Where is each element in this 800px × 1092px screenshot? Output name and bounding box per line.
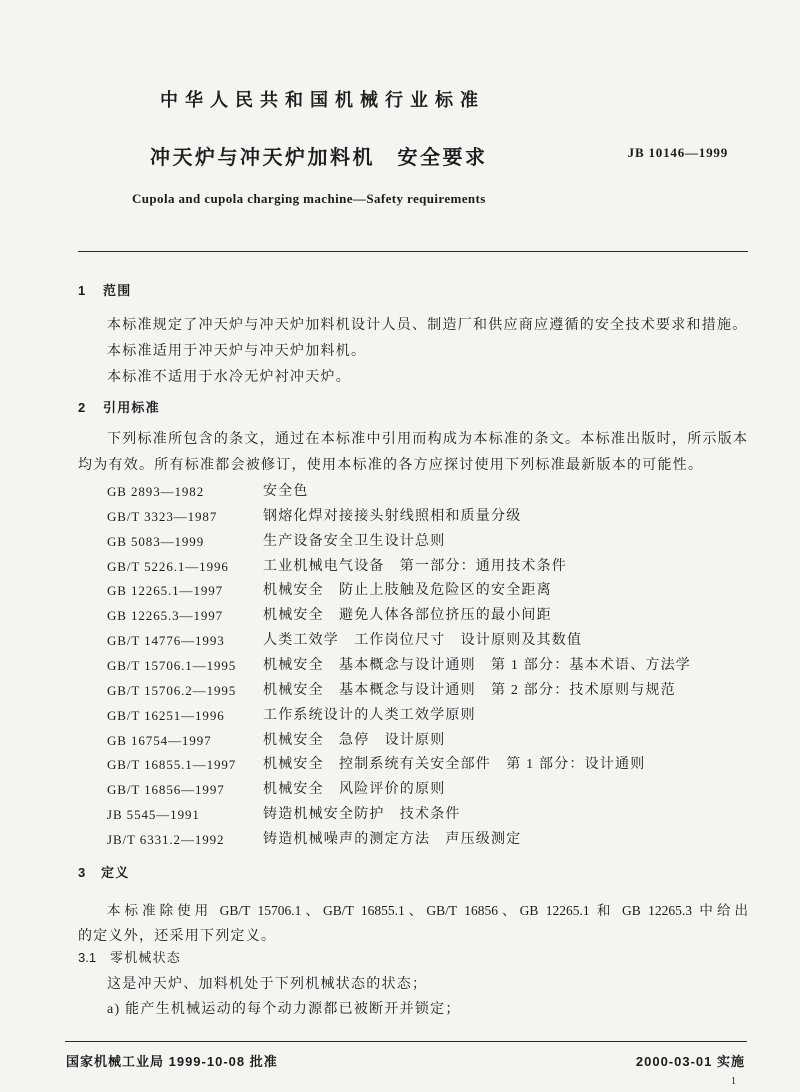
reference-code: GB/T 16855.1—1997	[107, 757, 237, 773]
page-number: 1	[731, 1076, 736, 1087]
section-1-paragraph: 本标准适用于冲天炉与冲天炉加料机。	[107, 344, 367, 359]
reference-item	[107, 753, 747, 778]
section-1-paragraph: 本标准规定了冲天炉与冲天炉加料机设计人员、制造厂和供应商应遵循的安全技术要求和措施。	[107, 318, 748, 333]
reference-title: 人类工效学 工作岗位尺寸 设计原则及其数值	[263, 633, 583, 649]
section-3-intro-line: 本标准除使用 GB/T 15706.1、GB/T 16855.1、GB/T 16856、GB 12265.1 和 GB 12265.3 中给出	[107, 903, 748, 918]
section-3-intro-line: 的定义外，还采用下列定义。	[78, 929, 277, 944]
reference-title: 机械安全 防止上肢触及危险区的安全距离	[263, 583, 552, 599]
effective-date: 2000-03-01 实施	[635, 1054, 745, 1069]
reference-item	[107, 803, 747, 828]
reference-item	[107, 505, 747, 530]
title-divider	[78, 251, 748, 252]
reference-title: 机械安全 急停 设计原则	[263, 732, 446, 748]
reference-title: 工作系统设计的人类工效学原则	[263, 707, 476, 723]
reference-code: GB 5083—1999	[107, 533, 205, 549]
reference-code: JB/T 6331.2—1992	[107, 832, 225, 848]
reference-code: GB/T 3323—1987	[107, 508, 218, 524]
section-2-intro-line: 均为有效。所有标准都会被修订，使用本标准的各方应探讨使用下列标准最新版本的可能性。	[78, 458, 704, 473]
reference-code: JB 5545—1991	[107, 807, 200, 823]
reference-title: 机械安全 风险评价的原则	[263, 782, 446, 798]
standard-number: JB 10146—1999	[627, 145, 728, 160]
reference-item	[107, 704, 747, 729]
reference-list	[107, 480, 747, 853]
reference-code: GB/T 14776—1993	[107, 633, 225, 649]
approval-info: 国家机械工业局 1999-10-08 批准	[66, 1054, 278, 1069]
clause-3-1-heading: 零机械状态	[110, 950, 182, 965]
reference-code: GB 12265.3—1997	[107, 608, 224, 624]
reference-title: 机械安全 基本概念与设计通则 第 1 部分：基本术语、方法学	[263, 658, 691, 674]
reference-title: 生产设备安全卫生设计总则	[263, 533, 446, 549]
reference-item	[107, 579, 747, 604]
reference-item	[107, 828, 747, 853]
section-2-intro-line: 下列标准所包含的条文，通过在本标准中引用而构成为本标准的条文。本标准出版时，所示版本	[107, 432, 748, 447]
reference-item	[107, 555, 747, 580]
section-2-heading: 引用标准	[103, 400, 160, 415]
section-1-paragraph: 本标准不适用于水冷无炉衬冲天炉。	[107, 370, 351, 385]
reference-item	[107, 480, 747, 505]
clause-3-1-number: 3.1	[78, 950, 97, 965]
section-1-heading: 范围	[103, 283, 132, 298]
reference-title: 铸造机械噪声的测定方法 声压级测定	[263, 832, 522, 848]
reference-item	[107, 679, 747, 704]
section-2-number: 2	[78, 400, 86, 415]
reference-code: GB 12265.1—1997	[107, 583, 224, 599]
reference-item	[107, 530, 747, 555]
english-title: Cupola and cupola charging machine—Safety requirements	[132, 191, 486, 206]
clause-3-1-text: 这是冲天炉、加料机处于下列机械状态的状态；	[107, 977, 428, 992]
reference-code: GB/T 16251—1996	[107, 707, 225, 723]
reference-code: GB 16754—1997	[107, 732, 212, 748]
reference-item	[107, 629, 747, 654]
reference-code: GB/T 16856—1997	[107, 782, 225, 798]
reference-title: 钢熔化焊对接接头射线照相和质量分级	[263, 508, 522, 524]
reference-item	[107, 729, 747, 754]
section-3-heading: 定义	[101, 865, 130, 880]
footer-divider	[65, 1041, 747, 1042]
clause-3-1-item: a) 能产生机械运动的每个动力源都已被断开并锁定；	[107, 1002, 461, 1017]
standard-category: 中华人民共和国机械行业标准	[160, 90, 485, 110]
reference-title: 机械安全 控制系统有关安全部件 第 1 部分：设计通则	[263, 757, 646, 773]
reference-title: 安全色	[263, 484, 309, 499]
reference-title: 工业机械电气设备 第一部分：通用技术条件	[263, 558, 567, 574]
document-title: 冲天炉与冲天炉加料机 安全要求	[150, 147, 488, 169]
section-1-number: 1	[78, 283, 86, 298]
reference-code: GB/T 15706.1—1995	[107, 658, 237, 674]
reference-title: 机械安全 避免人体各部位挤压的最小间距	[263, 608, 552, 624]
reference-title: 铸造机械安全防护 技术条件	[263, 807, 461, 823]
reference-item	[107, 778, 747, 803]
reference-code: GB/T 15706.2—1995	[107, 682, 237, 698]
reference-item	[107, 604, 747, 629]
reference-code: GB 2893—1982	[107, 484, 205, 499]
section-3-number: 3	[78, 865, 86, 880]
reference-code: GB/T 5226.1—1996	[107, 558, 229, 574]
reference-title: 机械安全 基本概念与设计通则 第 2 部分：技术原则与规范	[263, 682, 676, 698]
reference-item	[107, 654, 747, 679]
